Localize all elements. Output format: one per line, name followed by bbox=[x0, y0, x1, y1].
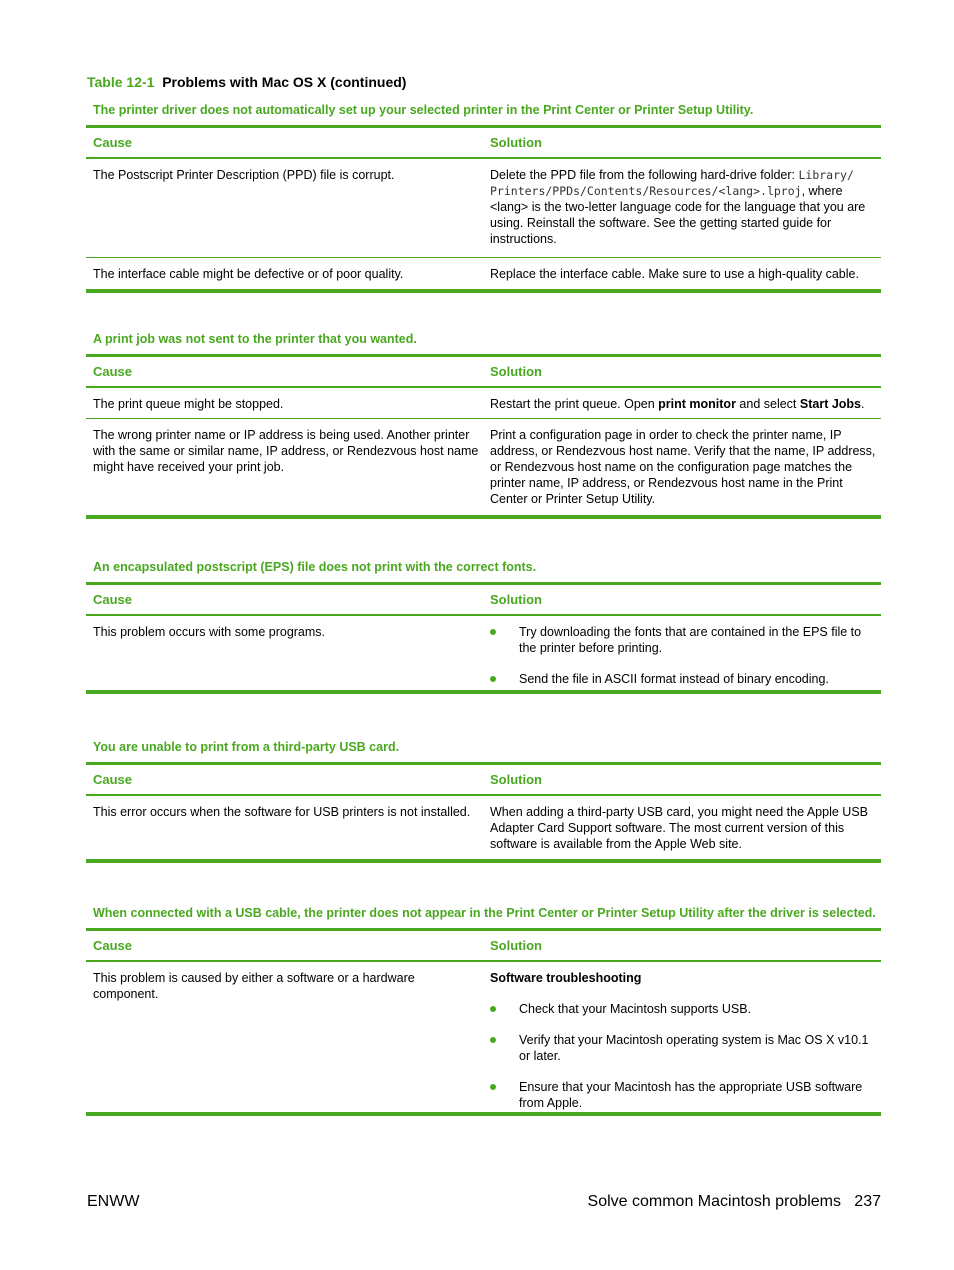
bullet-item bbox=[490, 1032, 876, 1064]
cause-text: The print queue might be stopped. bbox=[93, 397, 284, 411]
solution-text: Print a configuration page in order to check the printer name, IP address, or Rendezvous host name. Verify that the name, IP address, or Rendezvous host name on the configuration page matches the printer name, IP address, or Rendezvous host name in the Print Center or Printer Setup Utility. bbox=[490, 428, 876, 506]
solution-subheading: Software troubleshooting bbox=[490, 971, 642, 985]
start-jobs-term: Start Jobs bbox=[799, 397, 862, 411]
cause-header: Cause bbox=[93, 938, 133, 953]
solution-text bbox=[490, 167, 876, 247]
bullet-text: Ensure that your Macintosh has the appropriate USB software from Apple. bbox=[519, 1080, 863, 1110]
cause-header: Cause bbox=[93, 135, 133, 150]
solution-text-part: and select bbox=[735, 397, 800, 411]
problem-section-print-job bbox=[86, 330, 881, 519]
problem-title: The printer driver does not automatically set up your selected printer in the Print Center or Printer Setup Utility. bbox=[93, 103, 754, 117]
cause-header: Cause bbox=[93, 364, 133, 379]
table-header bbox=[86, 125, 881, 159]
table-bottom-rule bbox=[86, 515, 881, 519]
cause-text: The wrong printer name or IP address is being used. Another printer with the same or similar name, IP address, or Rendezvous host name might have received your print job. bbox=[93, 428, 479, 474]
solution-text-part: Restart the print queue. Open bbox=[490, 397, 659, 411]
bullet-text: Verify that your Macintosh operating system is Mac OS X v10.1 or later. bbox=[519, 1033, 869, 1063]
bullet-item bbox=[490, 624, 876, 656]
table-row bbox=[86, 616, 881, 690]
table-row bbox=[86, 962, 881, 1112]
table-bottom-rule bbox=[86, 1112, 881, 1116]
solution-header: Solution bbox=[490, 592, 542, 607]
solution-header: Solution bbox=[490, 364, 542, 379]
bullet-item bbox=[490, 1001, 876, 1017]
bullet-text: Try downloading the fonts that are contained in the EPS file to the printer before printing. bbox=[519, 625, 862, 655]
problem-section-eps-fonts bbox=[86, 558, 881, 694]
cause-text: This problem occurs with some programs. bbox=[93, 625, 326, 639]
table-row bbox=[86, 418, 881, 515]
footer-page-info: Solve common Macintosh problems 237 bbox=[587, 1193, 881, 1210]
bullet-icon bbox=[490, 676, 496, 682]
cause-text: This problem is caused by either a software or a hardware component. bbox=[93, 971, 415, 1001]
solution-list bbox=[490, 624, 876, 687]
problem-title: You are unable to print from a third-party USB card. bbox=[93, 740, 400, 754]
bullet-text: Send the file in ASCII format instead of binary encoding. bbox=[519, 672, 829, 686]
bullet-item bbox=[490, 1079, 876, 1111]
problem-title: When connected with a USB cable, the printer does not appear in the Print Center or Printer Setup Utility after the driver is selected. bbox=[93, 906, 876, 920]
solution-text: When adding a third-party USB card, you might need the Apple USB Adapter Card Support software. The most current version of this software is available from the Apple Web site. bbox=[490, 805, 868, 851]
table-row bbox=[86, 257, 881, 289]
table-row bbox=[86, 388, 881, 418]
problem-section-usb-card bbox=[86, 738, 881, 863]
table-number: Table 12-1 bbox=[87, 74, 155, 90]
problem-section-ppd bbox=[86, 101, 881, 293]
bullet-text: Check that your Macintosh supports USB. bbox=[519, 1002, 752, 1016]
cause-header: Cause bbox=[93, 772, 133, 787]
solution-text-part: . bbox=[861, 397, 865, 411]
table-header bbox=[86, 762, 881, 796]
bullet-icon bbox=[490, 1084, 496, 1090]
solution-header: Solution bbox=[490, 938, 542, 953]
solution-header: Solution bbox=[490, 135, 542, 150]
table-row bbox=[86, 159, 881, 257]
bullet-icon bbox=[490, 1006, 496, 1012]
table-title: Problems with Mac OS X (continued) bbox=[162, 74, 407, 90]
cause-header: Cause bbox=[93, 592, 133, 607]
solution-text-part: , where <lang> is the two-letter language code for the language that you are using. Reinstall the software. See the getting started guide for instructions. bbox=[490, 184, 866, 246]
table-caption bbox=[87, 74, 406, 90]
ppd-folder-path-cont: Printers/PPDs/Contents/Resources/<lang>.lproj bbox=[490, 184, 802, 198]
bullet-icon bbox=[490, 629, 496, 635]
table-bottom-rule bbox=[86, 690, 881, 694]
ppd-folder-path: Library/ bbox=[798, 168, 854, 182]
table-bottom-rule bbox=[86, 859, 881, 863]
cause-text: This error occurs when the software for USB printers is not installed. bbox=[93, 805, 471, 819]
solution-list bbox=[490, 970, 876, 1111]
solution-text bbox=[490, 396, 876, 412]
table-row bbox=[86, 796, 881, 859]
problem-title: An encapsulated postscript (EPS) file does not print with the correct fonts. bbox=[93, 560, 537, 574]
print-monitor-term: print monitor bbox=[658, 397, 736, 411]
problem-title: A print job was not sent to the printer that you wanted. bbox=[93, 332, 417, 346]
table-header bbox=[86, 928, 881, 962]
footer-label: ENWW bbox=[87, 1193, 140, 1210]
table-header bbox=[86, 354, 881, 388]
solution-header: Solution bbox=[490, 772, 542, 787]
cause-text: The Postscript Printer Description (PPD) file is corrupt. bbox=[93, 168, 395, 182]
solution-text: Replace the interface cable. Make sure to use a high-quality cable. bbox=[490, 267, 859, 281]
bullet-item bbox=[490, 671, 876, 687]
table-header bbox=[86, 582, 881, 616]
solution-text-part: Delete the PPD file from the following hard-drive folder: bbox=[490, 168, 799, 182]
cause-text: The interface cable might be defective or of poor quality. bbox=[93, 267, 404, 281]
bullet-icon bbox=[490, 1037, 496, 1043]
table-bottom-rule bbox=[86, 289, 881, 293]
problem-section-usb-cable bbox=[86, 904, 881, 1116]
